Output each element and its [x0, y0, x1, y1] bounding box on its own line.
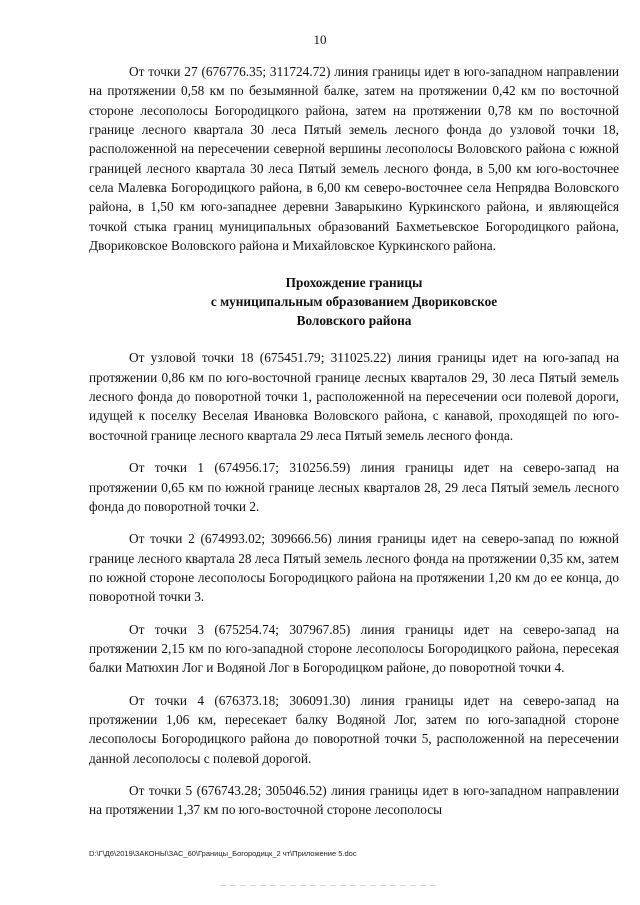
section-heading-line-1: Прохождение границы: [285, 275, 423, 291]
file-path-footer: D:\Г\Д6\2019\ЗАКОНЫ\ЗАС_60\Границы_Богородицк_2 чт\Приложение 5.doc: [89, 849, 357, 858]
section-heading-line-3: Воловского района: [296, 313, 412, 329]
section-heading-line-2: с муниципальным образованием Двориковское: [210, 294, 498, 310]
paragraph-point-2: От точки 2 (674993.02; 309666.56) линия границы идет на северо-запад по южной границе лесного квартала 28 леса Пятый земель лесного фонда на протяжении 0,35 км, затем по южной стороне лесополосы Богородицкого района на протяжении 1,20 км до ее конца, до поворотной точки 3.: [89, 531, 619, 605]
paragraph-point-1: От точки 1 (674956.17; 310256.59) линия границы идет на северо-запад на протяжении 0,65 км по южной границе лесных кварталов 28, 29 леса Пятый земель лесного фонда до поворотной точки 2.: [89, 460, 619, 514]
paragraph-point-5: От точки 5 (676743.28; 305046.52) линия границы идет в юго-западном направлении на протяжении 1,37 км по юго-восточной стороне лесополосы: [89, 782, 619, 818]
document-body: [89, 62, 619, 820]
paragraph-point-27: От точки 27 (676776.35; 311724.72) линия границы идет в юго-западном направлении на протяжении 0,58 км по безымянной балке, затем на протяжении 0,42 км по восточной стороне лесополосы Богородицкого района, затем на протяжении 0,78 км по восточной границе лесного квартала 30 леса Пятый земель лесного фонда до узловой точки 18, расположенной на пересечении северной вершины лесополосы Воловского района с южной границей лесного квартала 30 леса Пятый земель лесного фонда, в 5,00 км юго-восточнее села Малевка Богородицкого района, в 6,00 км северо-восточнее села Непрядва Воловского района, в 1,50 км юго-западнее деревни Заварыкино Куркинского района, и являющейся точкой стыка границ муниципальных образований Бахметьевское Богородицкого района, Двориковское Воловского района и Михайловское Куркинского района.: [89, 64, 619, 254]
paragraph-point-18: От узловой точки 18 (675451.79; 311025.22) линия границы идет на юго-запад на протяжении 0,86 км по юго-восточной границе лесных кварталов 29, 30 леса Пятый земель лесного фонда до поворотной точки 1, расположенной на пересечении оси полевой дороги, идущей к поселку Веселая Ивановка Воловского района, с канавой, проходящей по юго-восточной границе лесного квартала 29 леса Пятый земель лесного фонда.: [89, 350, 619, 443]
paragraph-point-4: От точки 4 (676373.18; 306091.30) линия границы идет на северо-запад на протяжении 1,06 км, пересекает балку Водяной Лог, затем по юго-западной стороне лесополосы Богородицкого района до поворотной точки 5, расположенной на пересечении данной лесополосы с полевой дорогой.: [89, 692, 619, 766]
scan-artifact-line: [220, 885, 440, 886]
page-number: 10: [313, 32, 327, 47]
section-heading: [89, 273, 619, 330]
paragraph-point-3: От точки 3 (675254.74; 307967.85) линия границы идет на северо-запад на протяжении 2,15 км по юго-западной стороне лесополосы Богородицкого района, пересекая балки Матюхин Лог и Водяной Лог в Богородицком районе, до поворотной точки 4.: [89, 621, 619, 676]
